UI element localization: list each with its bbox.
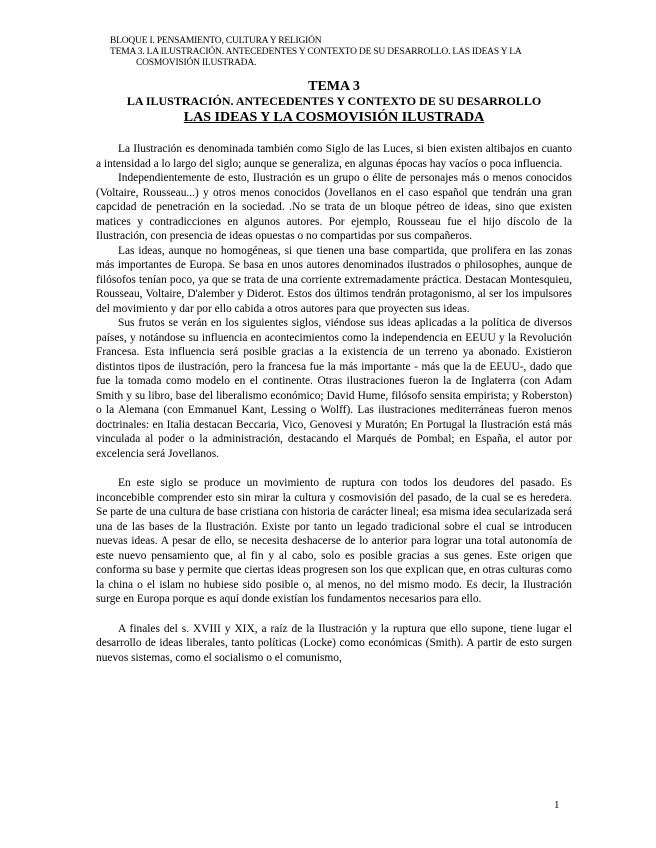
section-heading: LAS IDEAS Y LA COSMOVISIÓN ILUSTRADA xyxy=(183,110,485,125)
paragraph: Las ideas, aunque no homogéneas, si que tienen una base compartida, que prolifera en las zonas más importantes de Europa. Se basa en unos autores denominados ilustrados o philosophes, aunque de filósofos tenían poco, ya que se trata de una corriente extremadamente práctica. Destacan Montesquieu, Rousseau, Voltaire, D'alember y Diderot. Estos dos últimos tendrán protagonismo, al ser los impulsores del movimiento y dar por ello cabida a otros autores para que proyecten sus ideas. xyxy=(96,244,572,315)
page-number: 1 xyxy=(554,799,560,811)
paragraph: La Ilustración es denominada también como Siglo de las Luces, si bien existen altibajos en cuanto a intensidad a lo largo del siglo; aunque se generaliza, en algunas épocas hay vacíos o poca influencia. xyxy=(96,143,572,170)
header-line-2: TEMA 3. LA ILUSTRACIÓN. ANTECEDENTES Y CONTEXTO DE SU DESARROLLO. LAS IDEAS Y LA xyxy=(110,47,522,57)
tema-title: TEMA 3 xyxy=(308,79,360,94)
header-line-3: COSMOVISIÓN ILUSTRADA. xyxy=(136,58,257,68)
paragraph: En este siglo se produce un movimiento de ruptura con todos los deudores del pasado. Es inconcebible comprender esto sin mirar la cultura y cosmovisión del pasado, de la cual se es heredera. Se parte de una cultura de base cristiana con historia de carácter lineal; esa misma idea secularizada será una de las bases de la Ilustración. Existe por tanto un legado tradicional sobre el cual se introducen nuevas ideas. A pesar de ello, se necesita deshacerse de lo anterior para lograr una total autonomía de este nuevo pensamiento que, al fin y al cabo, solo es posible gracias a sus genes. Este origen que conforma su base y permite que ciertas ideas progresen son los que explican que, en otras culturas como la china o el islam no hubiese sido posible o, al menos, no del mismo modo. Es decir, la Ilustración surge en Europa porque es aquí donde existían los fundamentos necesarios para ello. xyxy=(96,477,572,605)
body-text xyxy=(96,142,572,665)
header-line-1: BLOQUE I. PENSAMIENTO, CULTURA Y RELIGIÓN xyxy=(110,36,322,46)
title-block xyxy=(100,79,568,126)
paragraph: Sus frutos se verán en los siguientes siglos, viéndose sus ideas aplicadas a la política de diversos países, y notándose su influencia en acontecimientos como la independencia en EEUU y la Revolución Francesa. Esta influencia será posible gracias a la existencia de un terreno ya abonado. Existieron distintos tipos de ilustración, pero la francesa fue la más importante - más que la de EEUU-, dado que fue la tomada como modelo en el continente. Otras ilustraciones fueron la de Inglaterra (con Adam Smith y su libro, base del liberalismo económico; David Hume, filósofo sensita empirista; y Roberston) o la Alemana (con Emmanuel Kant, Lessing o Wolff). Las ilustraciones mediterráneas fueron menos doctrinales: en Italia destacan Beccaria, Vico, Genovesi y Muratón; En Portugal la Ilustración está más vinculada al poder o la administración, destacando el Marqués de Pombal; en España, el autor por excelencia será Jovellanos. xyxy=(96,317,572,460)
paragraph: A finales del s. XVIII y XIX, a raíz de la Ilustración y la ruptura que ello supone, tiene lugar el desarrollo de ideas liberales, tanto políticas (Locke) como económicas (Smith). A partir de esto surgen nuevos sistemas, como el socialismo o el comunismo, xyxy=(96,622,572,664)
paragraph: Independientemente de esto, Ilustración es un grupo o élite de personajes más o menos conocidos (Voltaire, Rousseau...) y otros menos conocidos (Jovellanos en el caso español que tendrán una gran capcidad de penetración en la sociedad. .No se trata de un bloque pétreo de ideas, sino que existen matices y contradicciones en algunos autores. Por ejemplo, Rousseau fue el hijo díscolo de la Ilustración, con presencia de ideas opuestas o no compartidas por sus compañeros. xyxy=(96,172,572,242)
tema-subtitle: LA ILUSTRACIÓN. ANTECEDENTES Y CONTEXTO DE SU DESARROLLO xyxy=(126,94,542,108)
running-header xyxy=(110,36,560,69)
